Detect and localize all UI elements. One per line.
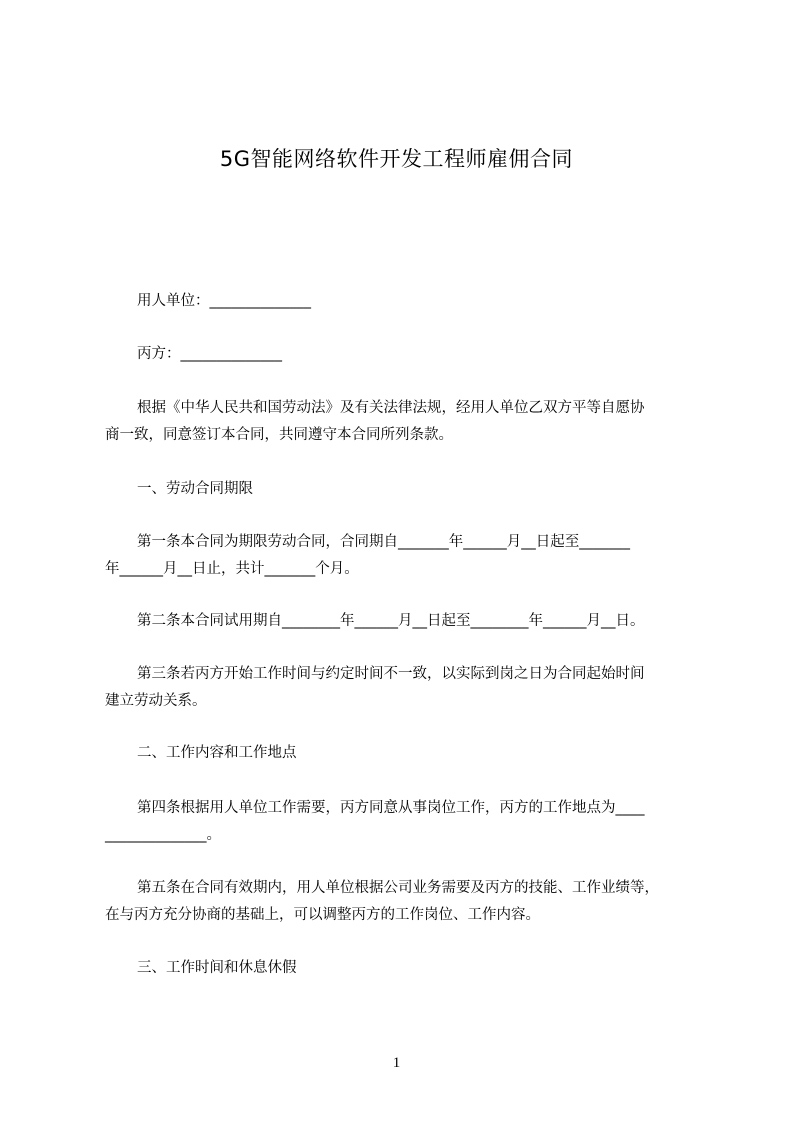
intro-line-2: 商一致，同意签订本合同，共同遵守本合同所列条款。: [105, 427, 453, 443]
section-heading-term: 一、劳动合同期限: [137, 481, 253, 497]
article-1-line-2: 年______月__日止，共计_______个月。: [105, 561, 359, 577]
article-1-line-1: 第一条本合同为期限劳动合同，合同期自_______年______月__日起至_______: [137, 534, 630, 550]
article-4-line-1: 第四条根据用人单位工作需要，丙方同意从事岗位工作，丙方的工作地点为____: [137, 800, 645, 816]
section-heading-hours: 三、工作时间和休息休假: [137, 960, 297, 976]
article-2-line: 第二条本合同试用期自________年______月__日起至________年______月__日。: [137, 613, 645, 629]
article-3-line-1: 第三条若丙方开始工作时间与约定时间不一致，以实际到岗之日为合同起始时间: [137, 666, 645, 682]
article-5-line-1: 第五条在合同有效期内，用人单位根据公司业务需要及丙方的技能、工作业绩等，: [137, 880, 659, 896]
article-4-line-2: ______________。: [105, 827, 221, 843]
employer-line: 用人单位：______________: [137, 293, 311, 309]
party-c-line: 丙方：______________: [137, 346, 282, 362]
page-number: 1: [392, 1055, 401, 1071]
article-5-line-2: 在与丙方充分协商的基础上，可以调整丙方的工作岗位、工作内容。: [105, 907, 540, 923]
intro-line-1: 根据《中华人民共和国劳动法》及有关法律法规，经用人单位乙双方平等自愿协: [137, 400, 645, 416]
document-title: 5G智能网络软件开发工程师雇佣合同: [219, 147, 574, 171]
section-heading-work: 二、工作内容和工作地点: [137, 745, 297, 761]
article-3-line-2: 建立劳动关系。: [105, 693, 207, 709]
